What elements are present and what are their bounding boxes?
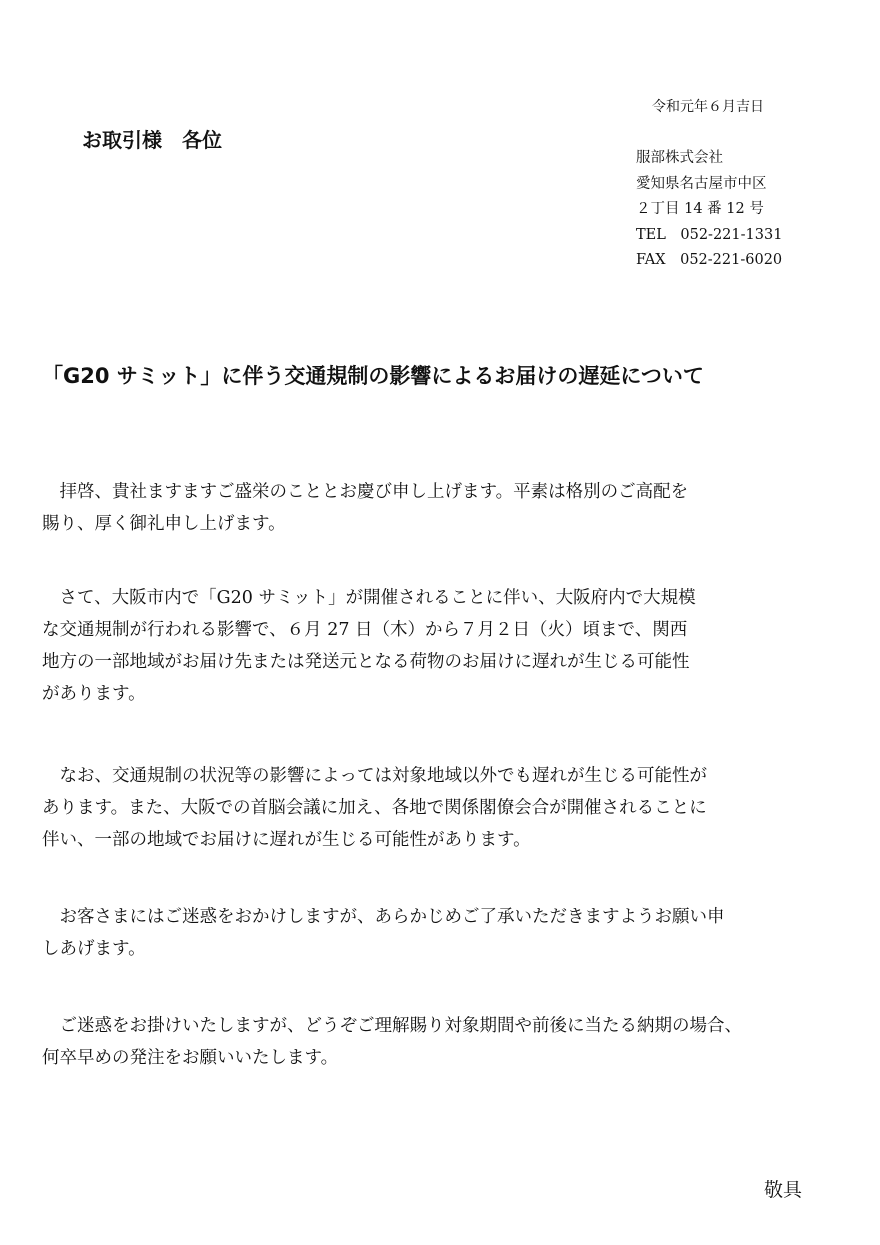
recipient-line: お取引様 各位 bbox=[82, 128, 222, 152]
sender-address-line1: 愛知県名古屋市中区 bbox=[636, 175, 767, 192]
paragraph-line: 賜り、厚く御礼申し上げます。 bbox=[42, 514, 286, 534]
closing-phrase: 敬具 bbox=[764, 1179, 803, 1201]
paragraph-notice bbox=[42, 582, 842, 710]
document-date: 令和元年６月吉日 bbox=[652, 99, 764, 115]
paragraph-additional bbox=[42, 760, 842, 856]
paragraph-line: あります。また、大阪での首脳会議に加え、各地で関係閣僚会合が開催されることに bbox=[42, 798, 707, 818]
paragraph-request bbox=[42, 1010, 842, 1074]
paragraph-line: 地方の一部地域がお届け先または発送元となる荷物のお届けに遅れが生じる可能性 bbox=[42, 652, 690, 672]
paragraph-line: しあげます。 bbox=[42, 939, 146, 959]
paragraph-line: ご迷惑をお掛けいたしますが、どうぞご理解賜り対象期間や前後に当たる納期の場合、 bbox=[42, 1016, 742, 1036]
sender-fax: FAX 052-221-6020 bbox=[636, 252, 783, 268]
paragraph-line: 伴い、一部の地域でお届けに遅れが生じる可能性があります。 bbox=[42, 830, 531, 850]
paragraph-line: さて、大阪市内で「G20 サミット」が開催されることに伴い、大阪府内で大規模 bbox=[42, 588, 696, 608]
paragraph-apology bbox=[42, 901, 842, 965]
sender-block bbox=[636, 146, 782, 274]
paragraph-line: な交通規制が行われる影響で、６月 27 日（木）から７月２日（火）頃まで、関西 bbox=[42, 620, 688, 640]
document-title: 「G20 サミット」に伴う交通規制の影響によるお届けの遅延について bbox=[42, 364, 704, 388]
sender-company: 服部株式会社 bbox=[636, 150, 723, 166]
sender-tel: TEL 052-221-1331 bbox=[636, 226, 783, 243]
paragraph-line: なお、交通規制の状況等の影響によっては対象地域以外でも遅れが生じる可能性が bbox=[42, 766, 707, 786]
paragraph-greeting bbox=[42, 476, 842, 540]
paragraph-line: 拝啓、貴社ますますご盛栄のこととお慶び申し上げます。平素は格別のご高配を bbox=[42, 482, 689, 502]
paragraph-line: があります。 bbox=[42, 684, 146, 704]
paragraph-line: お客さまにはご迷惑をおかけしますが、あらかじめご了承いただきますようお願い申 bbox=[42, 907, 725, 927]
sender-address-line2: ２丁目 14 番 12 号 bbox=[636, 201, 764, 217]
paragraph-line: 何卒早めの発注をお願いいたします。 bbox=[42, 1048, 339, 1068]
